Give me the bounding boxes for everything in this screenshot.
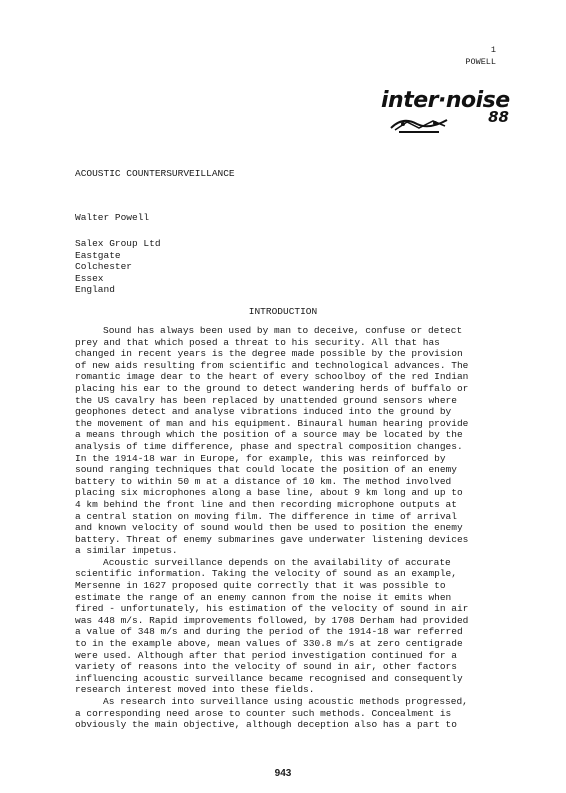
- running-author: POWELL: [465, 57, 496, 67]
- address-line: Colchester: [75, 261, 133, 273]
- body-line: estimate the range of an enemy cannon from the noise it emits when: [75, 591, 452, 603]
- author-name: Walter Powell: [75, 212, 150, 223]
- page-number: 943: [274, 768, 292, 779]
- body-line: of new aids resulting from scientific and technological advances. The: [75, 359, 469, 371]
- body-line: influencing acoustic surveillance became recognised and consequently: [75, 672, 463, 684]
- address-line: Salex Group Ltd: [75, 238, 161, 249]
- body-line: prey and that which posed a threat to his security. All that has: [75, 336, 440, 348]
- body-line: analysis of time difference, phase and spectral composition changes.: [75, 440, 463, 452]
- body-line: geophones detect and analyse vibrations induced into the ground by: [75, 406, 452, 418]
- section-heading: INTRODUCTION: [248, 306, 318, 317]
- body-line: scientific information. Taking the velocity of sound as an example,: [75, 568, 457, 580]
- body-line: a value of 348 m/s and during the period of the 1914-18 war referred: [75, 626, 463, 638]
- bridge-logo-icon: [389, 112, 451, 134]
- body-line: variety of reasons into the velocity of sound in air, other factors: [75, 661, 457, 673]
- body-line: Acoustic surveillance depends on the availability of accurate: [103, 556, 451, 568]
- body-line: a corresponding need arose to counter such methods. Concealment is: [75, 707, 452, 719]
- body-line: the US cavalry has been replaced by unattended ground sensors where: [75, 394, 457, 406]
- body-line: research interest moved into these fields.: [75, 684, 315, 696]
- body-line: romantic image dear to the heart of every schoolboy of the red Indian: [75, 371, 469, 383]
- body-line: a means through which the position of a source may be located by the: [75, 429, 463, 441]
- address-line: Eastgate: [75, 249, 121, 261]
- body-line: sound ranging techniques that could locate the position of an enemy: [75, 464, 457, 476]
- body-text: [75, 325, 513, 731]
- logo-title: inter·noise: [381, 88, 510, 113]
- body-line: As research into surveillance using acoustic methods progressed,: [103, 696, 468, 707]
- body-line: Sound has always been used by man to deceive, confuse or detect: [103, 325, 463, 336]
- page-id: 1: [490, 45, 496, 55]
- body-line: placing six microphones along a base line, about 9 km long and up to: [75, 487, 463, 499]
- body-line: In the 1914-18 war in Europe, for example, this was reinforced by: [75, 452, 446, 464]
- body-line: to in the example above, mean values of 330.8 m/s at zero centigrade: [75, 638, 463, 650]
- body-line: 4 km behind the front line and then recording microphone outputs at: [75, 498, 457, 510]
- body-line: the movement of man and his equipment. Binaural human hearing provide: [75, 417, 469, 429]
- address-line: England: [75, 284, 115, 296]
- body-line: battery. Threat of enemy submarines gave underwater listening devices: [75, 533, 469, 545]
- body-line: Mersenne in 1627 proposed quite correctly that it was possible to: [75, 580, 446, 592]
- body-line: was 448 m/s. Rapid improvements followed, by 1708 Derham had provided: [75, 614, 469, 626]
- running-header: [465, 44, 496, 68]
- body-line: placing his ear to the ground to detect wandering herds of buffalo or: [75, 382, 469, 394]
- body-line: battery to within 50 m at a distance of 10 km. The method involved: [75, 475, 452, 487]
- address-line: Essex: [75, 272, 104, 284]
- body-line: obviously the main objective, although deception also has a part to: [75, 719, 457, 731]
- author-address: [75, 238, 161, 296]
- body-line: changed in recent years is the degree made possible by the provision: [75, 348, 463, 360]
- paper-title: ACOUSTIC COUNTERSURVEILLANCE: [75, 168, 235, 179]
- logo-year: 88: [488, 108, 509, 126]
- body-line: fired - unfortunately, his estimation of the velocity of sound in air: [75, 603, 469, 615]
- body-line: a central station on moving film. The difference in time of arrival: [75, 510, 457, 522]
- body-line: and known velocity of sound would then be used to position the enemy: [75, 522, 463, 534]
- body-line: a similar impetus.: [75, 545, 178, 557]
- conference-logo: [381, 88, 511, 148]
- body-line: were used. Although after that period investigation continued for a: [75, 649, 457, 661]
